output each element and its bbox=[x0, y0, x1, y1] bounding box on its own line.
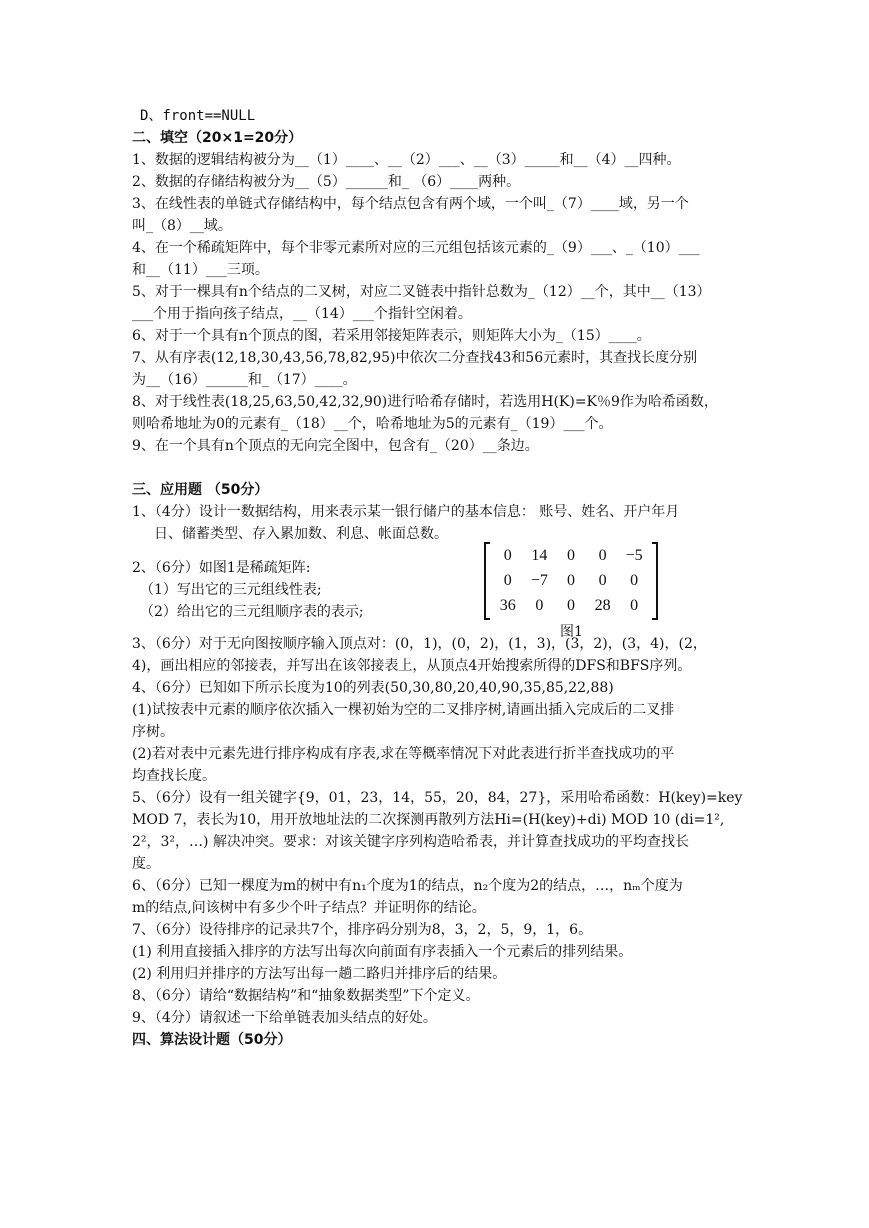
text-line: 3、在线性表的单链式存储结构中，每个结点包含有两个域，一个叫_（7）____域，另一个 bbox=[132, 196, 689, 212]
document-body bbox=[132, 105, 743, 1051]
matrix-cell: 0 bbox=[503, 547, 512, 564]
matrix-cell: 14 bbox=[531, 547, 548, 564]
text-line: 6、（6分）已知一棵度为m的树中有n₁个度为1的结点，n₂个度为2的结点，…，nₘ个度为 bbox=[132, 878, 683, 894]
section-2-title: 二、填空（20×1=20分） bbox=[132, 130, 303, 146]
text-line: 6、对于一个具有n个顶点的图，若采用邻接矩阵表示，则矩阵大小为_（15）____。 bbox=[132, 328, 651, 344]
text-line: 4、（6分）已知如下所示长度为10的列表(50,30,80,20,40,90,35,85,22,88) bbox=[132, 680, 614, 696]
matrix-cell: 0 bbox=[598, 572, 607, 589]
question-2-line-3: （2）给出它的三元组顺序表的表示; bbox=[140, 604, 364, 620]
text-line: (1)试按表中元素的顺序依次插入一棵初始为空的二叉排序树,请画出插入完成后的二叉排 bbox=[132, 702, 675, 718]
matrix-cell: 0 bbox=[535, 597, 544, 614]
question-1-line-1: 1、（4分）设计一数据结构，用来表示某一银行储户的基本信息： 账号、姓名、开户年月 bbox=[132, 504, 680, 520]
text-line: 4)，画出相应的邻接表，并写出在该邻接表上，从顶点4开始搜索所得的DFS和BFS序列。 bbox=[132, 658, 692, 674]
matrix-cell: 0 bbox=[566, 547, 575, 564]
matrix-row bbox=[486, 593, 656, 618]
section-4-title: 四、算法设计题（50分） bbox=[132, 1032, 292, 1048]
matrix-cell: 28 bbox=[594, 597, 611, 614]
text-line: (2)若对表中元素先进行排序构成有序表,求在等概率情况下对此表进行折半查找成功的平 bbox=[132, 746, 675, 762]
text-line: 1、数据的逻辑结构被分为__（1）____、__（2）___、__（3）_____和__（4）__四种。 bbox=[132, 152, 681, 168]
text-line: 4、在一个稀疏矩阵中，每个非零元素所对应的三元组包括该元素的_（9）___、_（10）___ bbox=[132, 240, 700, 256]
question-2-line-1: 2、（6分）如图1是稀疏矩阵: bbox=[132, 560, 311, 576]
section-2-lines bbox=[132, 149, 740, 457]
text-line: MOD 7，表长为10，用开放地址法的二次探测再散列方法Hi=(H(key)+di) MOD 10 (di=1², bbox=[132, 812, 725, 828]
text-line: 叫_（8）__域。 bbox=[132, 218, 232, 234]
matrix-cell: 0 bbox=[630, 572, 639, 589]
question-2 bbox=[132, 547, 740, 640]
text-line: 9、在一个具有n个顶点的无向完全图中，包含有_（20）__条边。 bbox=[132, 438, 539, 454]
text-line: 度。 bbox=[132, 856, 160, 872]
matrix-cell: 0 bbox=[503, 572, 512, 589]
matrix-cell: −7 bbox=[530, 572, 548, 589]
text-line: 3、（6分）对于无向图按顺序输入顶点对：(0，1)，(0，2)，(1，3)，(3，2)，(3，4)，(2， bbox=[132, 636, 707, 652]
text-line: (1) 利用直接插入排序的方法写出每次向前面有序表插入一个元素后的排列结果。 bbox=[132, 944, 633, 960]
question-1-line-2: 日、储蓄类型、存入累加数、利息、帐面总数。 bbox=[154, 526, 448, 542]
text-line: 序树。 bbox=[132, 724, 174, 740]
figure-label: 图1 bbox=[560, 624, 583, 640]
section-3-title: 三、应用题 （50分） bbox=[132, 482, 269, 498]
matrix-row bbox=[486, 568, 656, 593]
matrix-cell: 0 bbox=[566, 572, 575, 589]
text-line: 均查找长度。 bbox=[132, 768, 216, 784]
matrix-row bbox=[486, 543, 656, 568]
text-line: ___个用于指向孩子结点，__（14）___个指针空闲着。 bbox=[132, 306, 472, 322]
text-line: 则哈希地址为0的元素有_（18）__个，哈希地址为5的元素有_（19）___个。 bbox=[132, 416, 613, 432]
matrix-cell: 0 bbox=[598, 547, 607, 564]
text-line: 8、（6分）请给“数据结构”和“抽象数据类型”下个定义。 bbox=[132, 988, 480, 1004]
text-line: 和__（11）___三项。 bbox=[132, 262, 269, 278]
text-line: (2) 利用归并排序的方法写出每一趟二路归并排序后的结果。 bbox=[132, 966, 507, 982]
text-line: 5、对于一棵具有n个结点的二叉树，对应二叉链表中指针总数为_（12）__个，其中__（13） bbox=[132, 284, 711, 300]
text-line: 7、（6分）设待排序的记录共7个，排序码分别为8，3，2，5，9，1，6。 bbox=[132, 922, 593, 938]
matrix-cell: 36 bbox=[499, 597, 516, 614]
matrix-cell: 0 bbox=[630, 597, 639, 614]
sparse-matrix bbox=[484, 543, 658, 619]
text-line: 2²，3²，…) 解决冲突。要求：对该关键字序列构造哈希表，并计算查找成功的平均查找长 bbox=[132, 834, 689, 850]
matrix-cell: 0 bbox=[566, 597, 575, 614]
question-2-line-2: （1）写出它的三元组线性表; bbox=[140, 582, 322, 598]
text-line: 9、（4分）请叙述一下给单链表加头结点的好处。 bbox=[132, 1010, 437, 1026]
text-line: 8、对于线性表(18,25,63,50,42,32,90)进行哈希存储时，若选用H(K)=K％9作为哈希函数， bbox=[132, 394, 718, 410]
text-line: 5、（6分）设有一组关键字{9，01，23，14，55，20，84，27}，采用哈希函数：H(key)=key bbox=[132, 790, 743, 806]
text-line: 为__（16）______和_（17）____。 bbox=[132, 372, 357, 388]
prev-option: D、front==NULL bbox=[140, 108, 256, 124]
matrix-cell: −5 bbox=[625, 547, 643, 564]
text-line: m的结点,问该树中有多少个叶子结点？并证明你的结论。 bbox=[132, 900, 486, 916]
text-line: 7、从有序表(12,18,30,43,56,78,82,95)中依次二分查找43和56元素时，其查找长度分别 bbox=[132, 350, 698, 366]
section-3-lines bbox=[132, 633, 743, 1029]
text-line: 2、数据的存储结构被分为__（5）______和_ （6）____两种。 bbox=[132, 174, 521, 190]
